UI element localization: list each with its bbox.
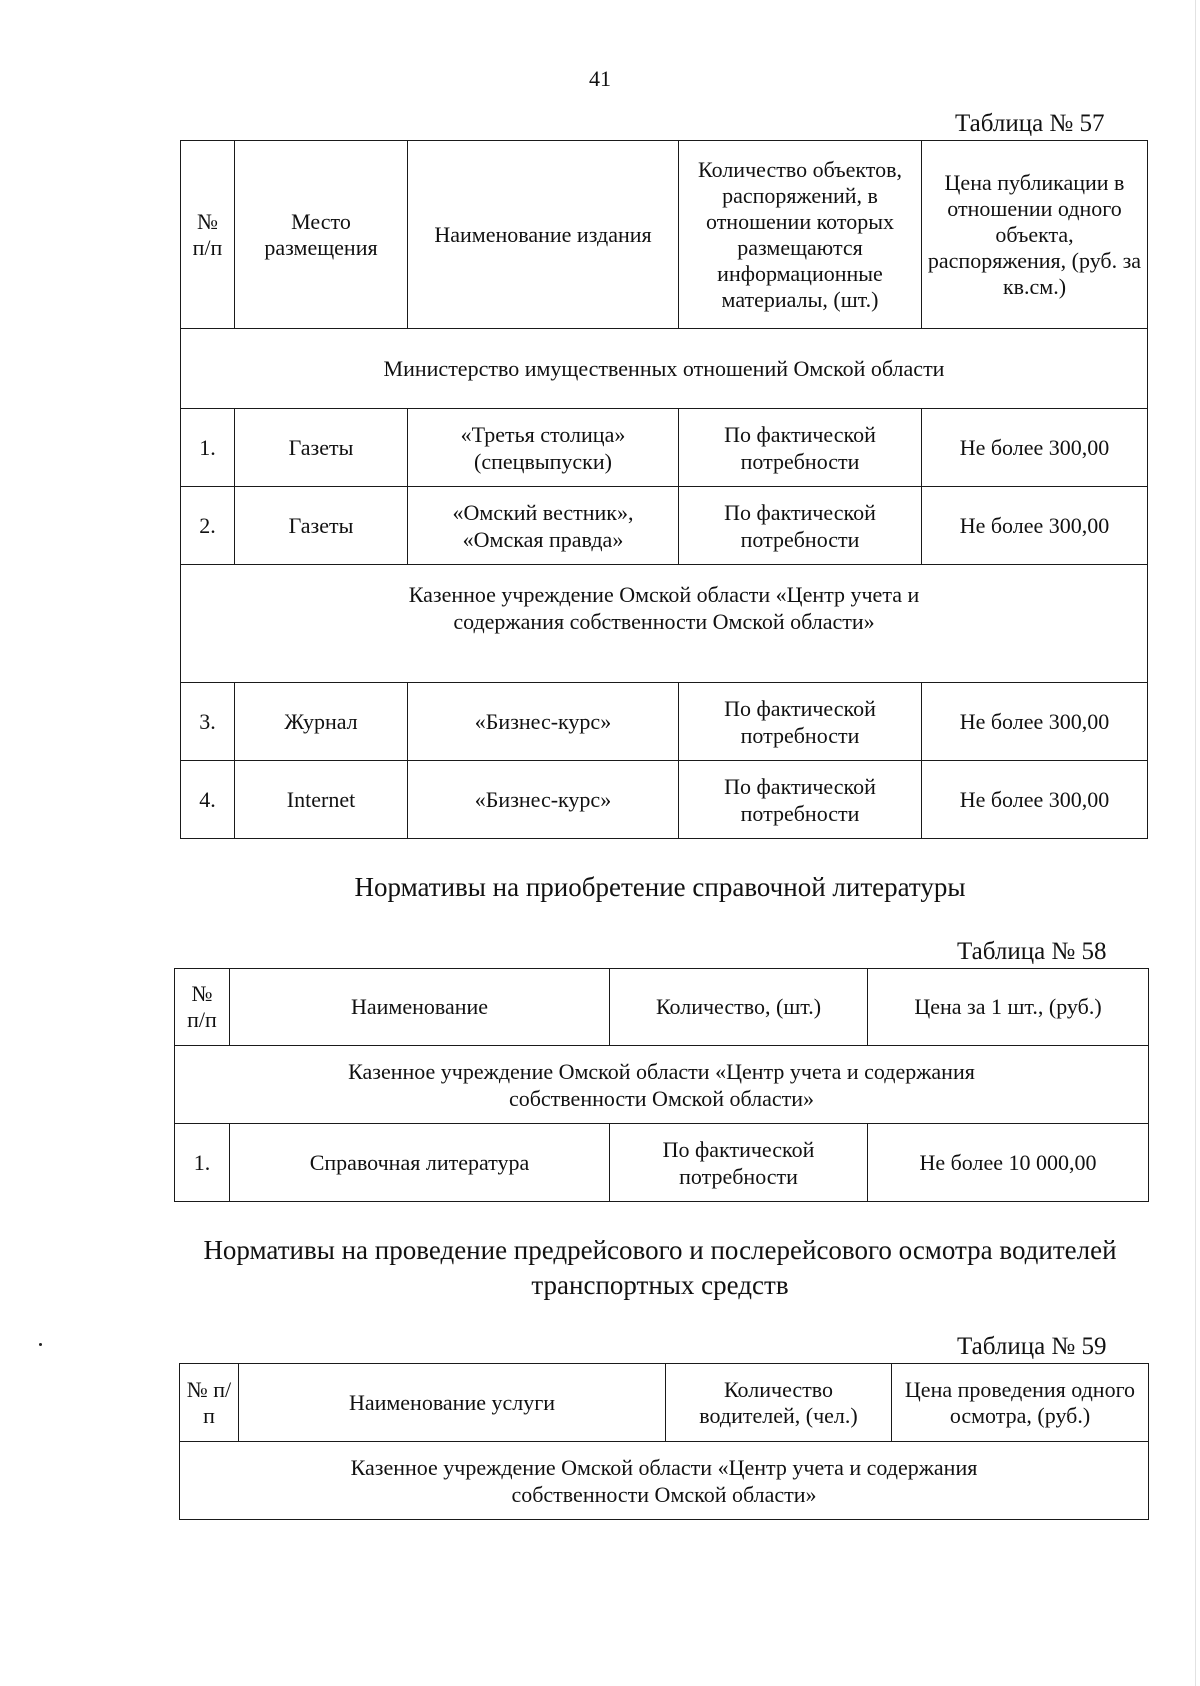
row-name: «Бизнес-курс» bbox=[408, 761, 679, 839]
table-57-header-qty: Количество объектов, распоряжений, в отношении которых размещаются информационные материалы, (шт.) bbox=[679, 141, 922, 329]
table-58-caption: Таблица № 58 bbox=[957, 938, 1107, 965]
row-place: Газеты bbox=[235, 409, 408, 487]
table-58 bbox=[174, 968, 1149, 1202]
row-price: Не более 300,00 bbox=[922, 761, 1148, 839]
row-name: Справочная литература bbox=[230, 1124, 610, 1202]
row-num: 1. bbox=[175, 1124, 230, 1202]
table-59 bbox=[179, 1363, 1149, 1520]
row-num: 3. bbox=[181, 683, 235, 761]
row-name: «Третья столица» (спецвыпуски) bbox=[408, 409, 679, 487]
row-name: «Омский вестник», «Омская правда» bbox=[408, 487, 679, 565]
table-58-header-price: Цена за 1 шт., (руб.) bbox=[868, 969, 1149, 1046]
page-number: 41 bbox=[589, 66, 611, 91]
row-place: Газеты bbox=[235, 487, 408, 565]
row-qty: По фактической потребности bbox=[679, 409, 922, 487]
table-57 bbox=[180, 140, 1148, 839]
table-59-header-service: Наименование услуги bbox=[239, 1364, 666, 1442]
table-row bbox=[181, 487, 1148, 565]
row-qty: По фактической потребности bbox=[679, 487, 922, 565]
row-name: «Бизнес-курс» bbox=[408, 683, 679, 761]
row-price: Не более 300,00 bbox=[922, 409, 1148, 487]
table-row bbox=[181, 683, 1148, 761]
table-58-section: Казенное учреждение Омской области «Центр учета и содержания собственности Омской области» bbox=[175, 1046, 1149, 1124]
table-58-header-num: № п/п bbox=[175, 969, 230, 1046]
row-price: Не более 300,00 bbox=[922, 683, 1148, 761]
table-57-header-num: № п/п bbox=[181, 141, 235, 329]
row-num: 4. bbox=[181, 761, 235, 839]
heading-table-58: Нормативы на приобретение справочной литературы bbox=[354, 872, 966, 902]
row-num: 2. bbox=[181, 487, 235, 565]
table-59-header-qty: Количество водителей, (чел.) bbox=[666, 1364, 892, 1442]
table-row bbox=[181, 409, 1148, 487]
table-57-header-place: Место размещения bbox=[235, 141, 408, 329]
row-qty: По фактической потребности bbox=[679, 761, 922, 839]
scan-edge bbox=[1195, 0, 1196, 1686]
table-row bbox=[175, 1124, 1149, 1202]
heading-table-59: Нормативы на проведение предрейсового и послерейсового осмотра водителей транспортных средств bbox=[203, 1235, 1117, 1300]
scan-dot bbox=[39, 1343, 42, 1346]
row-price: Не более 10 000,00 bbox=[868, 1124, 1149, 1202]
table-row bbox=[181, 761, 1148, 839]
table-57-header-name: Наименование издания bbox=[408, 141, 679, 329]
row-qty: По фактической потребности bbox=[610, 1124, 868, 1202]
row-place: Журнал bbox=[235, 683, 408, 761]
table-57-header-price: Цена публикации в отношении одного объекта, распоряжения, (руб. за кв.см.) bbox=[922, 141, 1148, 329]
row-price: Не более 300,00 bbox=[922, 487, 1148, 565]
row-num: 1. bbox=[181, 409, 235, 487]
table-57-caption: Таблица № 57 bbox=[955, 110, 1105, 137]
table-59-header-num: № п/п bbox=[180, 1364, 239, 1442]
table-57-section-institution: Казенное учреждение Омской области «Центр учета и содержания собственности Омской области» bbox=[181, 565, 1148, 683]
table-58-header-qty: Количество, (шт.) bbox=[610, 969, 868, 1046]
table-58-header-name: Наименование bbox=[230, 969, 610, 1046]
table-59-section: Казенное учреждение Омской области «Центр учета и содержания собственности Омской области» bbox=[180, 1442, 1149, 1520]
row-place: Internet bbox=[235, 761, 408, 839]
table-59-caption: Таблица № 59 bbox=[957, 1333, 1107, 1360]
row-qty: По фактической потребности bbox=[679, 683, 922, 761]
table-59-header-price: Цена проведения одного осмотра, (руб.) bbox=[892, 1364, 1149, 1442]
table-57-section-ministry: Министерство имущественных отношений Омской области bbox=[181, 329, 1148, 409]
